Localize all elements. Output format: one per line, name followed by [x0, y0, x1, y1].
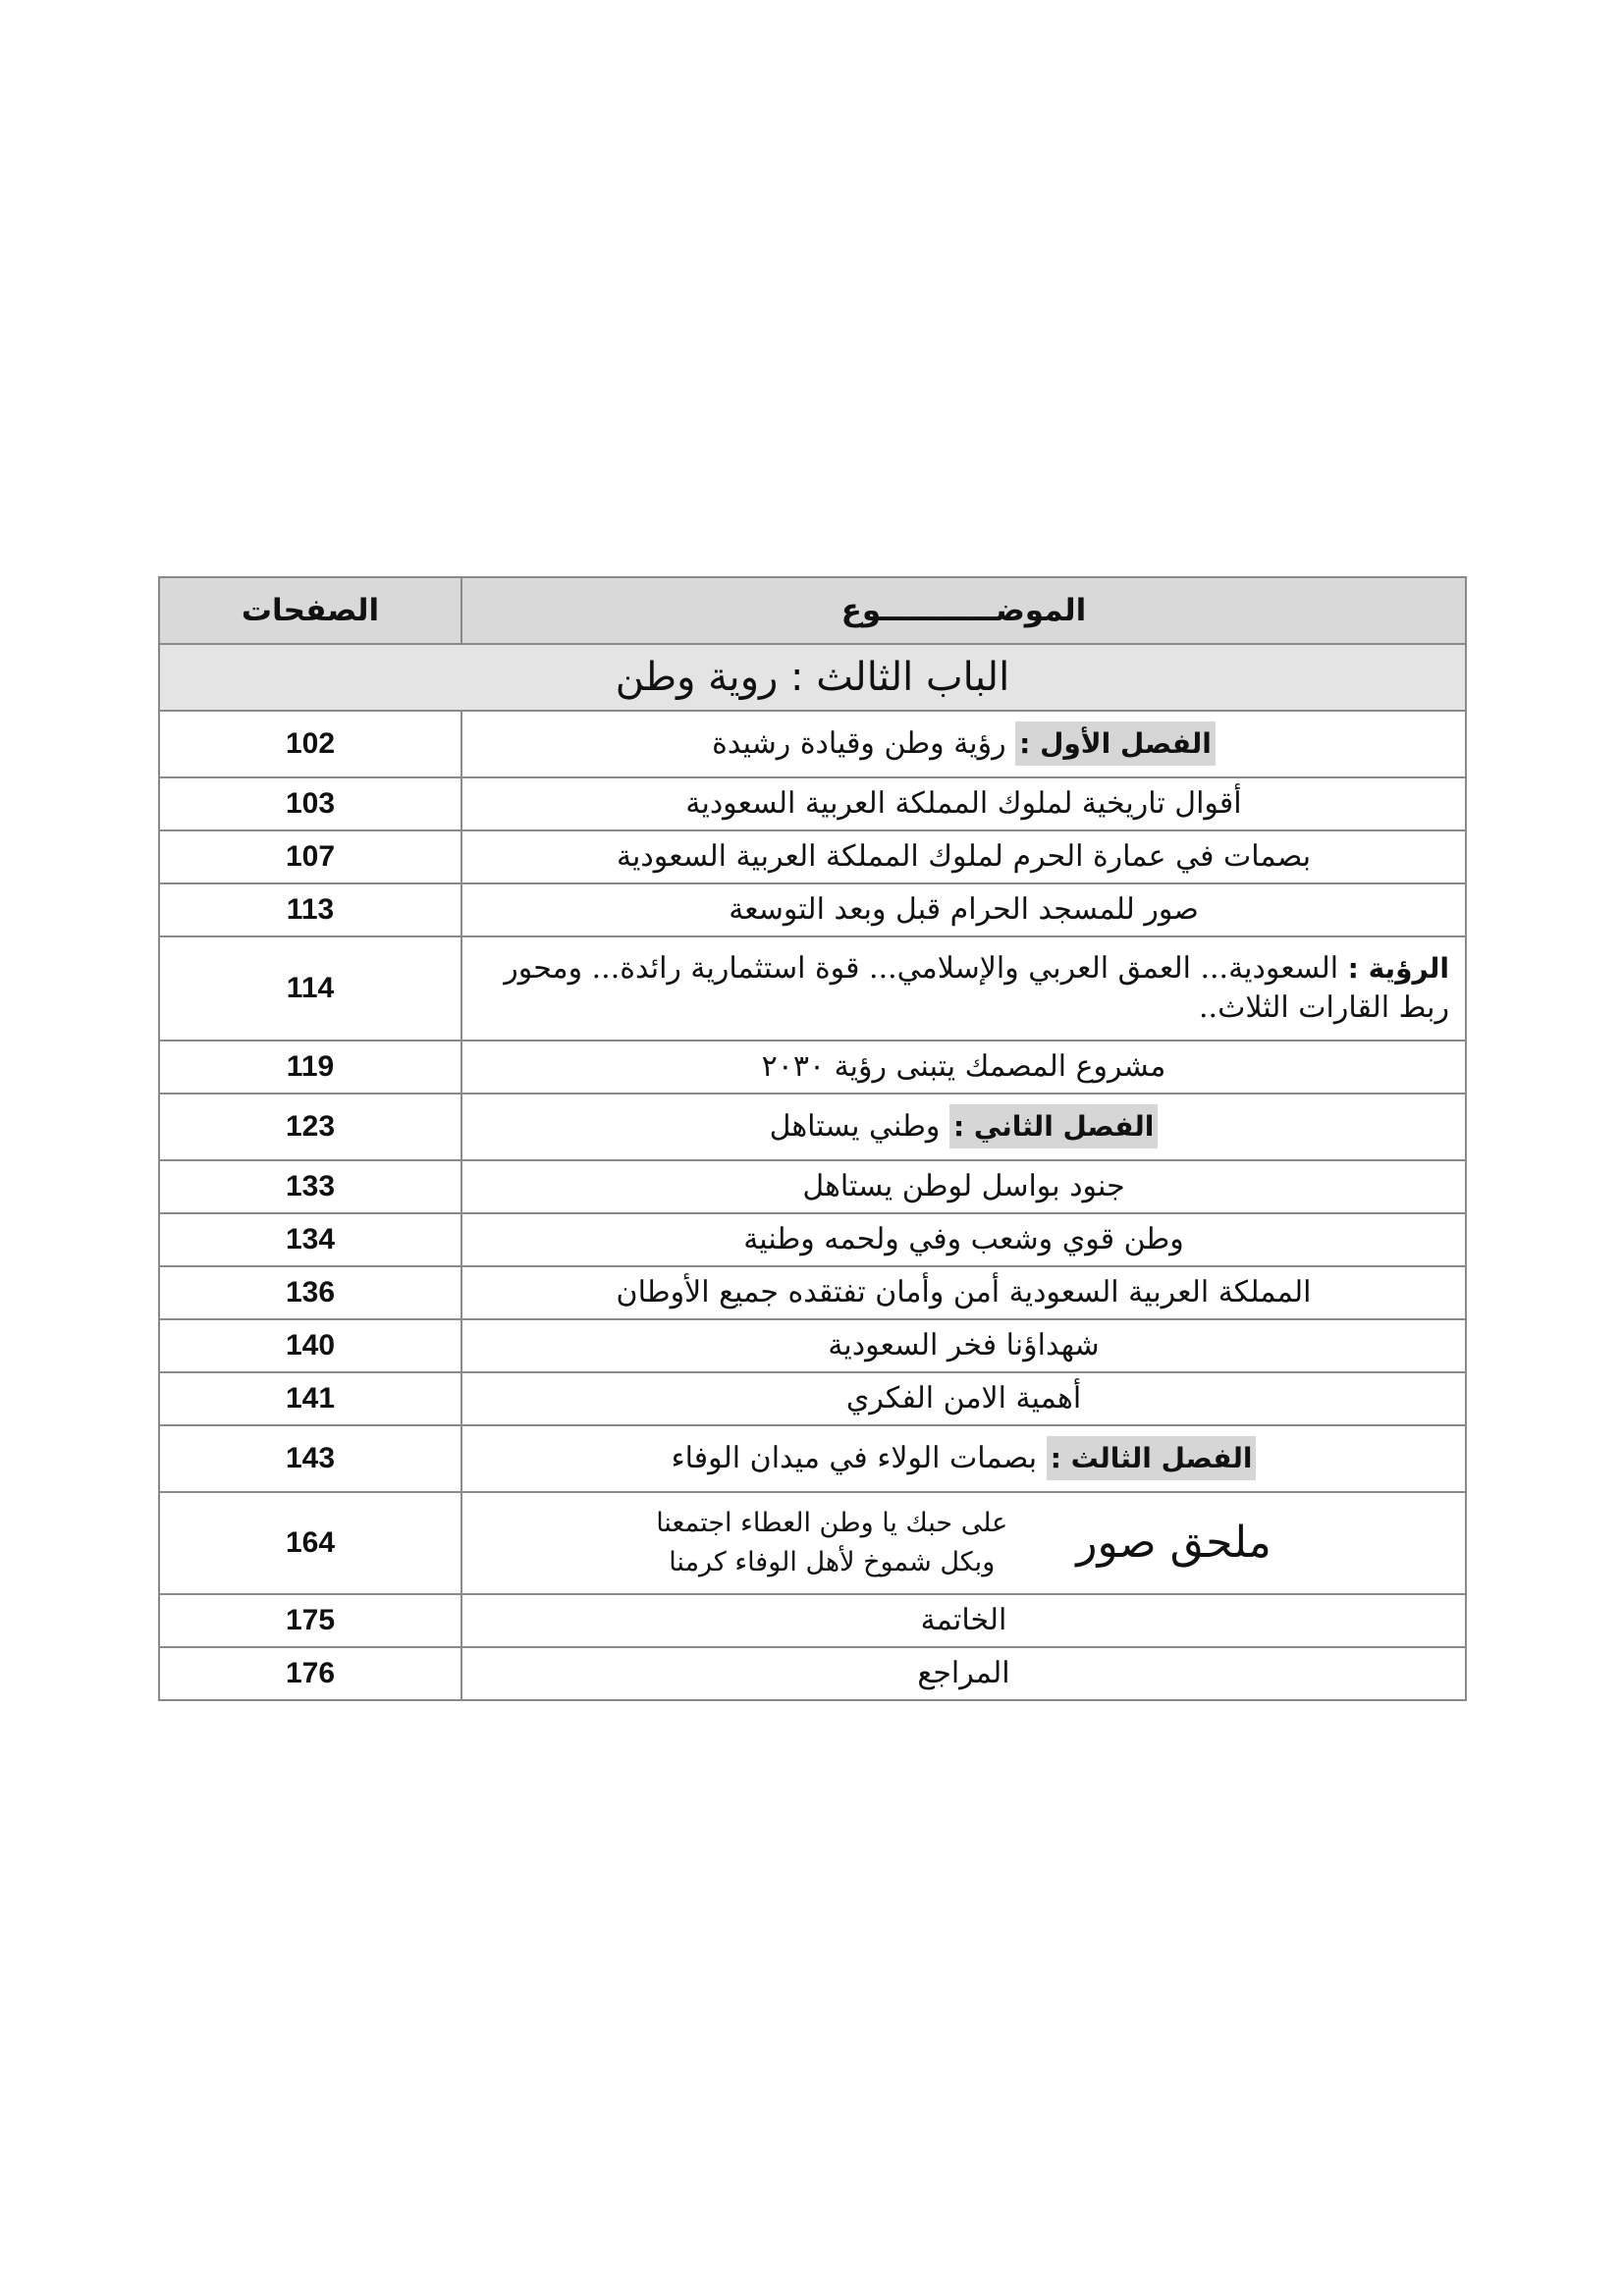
topic-text: جنود بواسل لوطن يستاهل — [461, 1160, 1466, 1213]
vision-label: الرؤية : — [1347, 951, 1449, 985]
topic-cell — [461, 711, 1466, 777]
topic-text: رؤية وطن وقيادة رشيدة — [712, 725, 1006, 761]
table-row — [159, 1213, 1466, 1266]
topic-text: مشروع المصمك يتبنى رؤية ٢٠٣٠ — [461, 1041, 1466, 1094]
table-row — [159, 1041, 1466, 1094]
page-number: 123 — [159, 1094, 461, 1160]
table-row — [159, 777, 1466, 830]
topic-text: بصمات في عمارة الحرم لملوك المملكة العربية السعودية — [461, 830, 1466, 883]
chapter-label: الفصل الأول : — [1015, 721, 1216, 766]
topic-cell — [461, 1425, 1466, 1492]
topic-text: وطن قوي وشعب وفي ولحمه وطنية — [461, 1213, 1466, 1266]
page-number: 134 — [159, 1213, 461, 1266]
page-number: 103 — [159, 777, 461, 830]
page-number: 176 — [159, 1647, 461, 1700]
pages-column-header: الصفحات — [159, 577, 461, 644]
page-number: 102 — [159, 711, 461, 777]
topic-text: أقوال تاريخية لملوك المملكة العربية السعودية — [461, 777, 1466, 830]
table-row — [159, 936, 1466, 1041]
page-number: 114 — [159, 936, 461, 1041]
verse-line: على حبك يا وطن العطاء اجتمعنا — [656, 1507, 1008, 1538]
topic-text: وطني يستاهل — [769, 1108, 941, 1144]
topic-text: بصمات الولاء في ميدان الوفاء — [671, 1440, 1038, 1475]
page-number: 140 — [159, 1319, 461, 1372]
appendix-title: ملحق صور — [1076, 1518, 1271, 1569]
chapter-label: الفصل الثالث : — [1047, 1436, 1257, 1480]
appendix-verses — [656, 1504, 1007, 1583]
table-row — [159, 883, 1466, 936]
table-row — [159, 1647, 1466, 1700]
topic-text: شهداؤنا فخر السعودية — [461, 1319, 1466, 1372]
table-row — [159, 711, 1466, 777]
topic-text: أهمية الامن الفكري — [461, 1372, 1466, 1425]
topic-cell — [461, 1492, 1466, 1594]
table-row — [159, 1266, 1466, 1319]
table-row — [159, 1094, 1466, 1160]
table-row — [159, 1425, 1466, 1492]
page-number: 143 — [159, 1425, 461, 1492]
table-row — [159, 1160, 1466, 1213]
page-number: 113 — [159, 883, 461, 936]
table-row — [159, 1319, 1466, 1372]
table-header-row — [159, 577, 1466, 644]
table-row — [159, 1594, 1466, 1647]
chapter-label: الفصل الثاني : — [949, 1104, 1158, 1148]
topic-text: الخاتمة — [461, 1594, 1466, 1647]
topic-text: السعودية... العمق العربي والإسلامي... قوة استثمارية رائدة... ومحور ربط القارات الثلاث.. — [504, 950, 1449, 1025]
table-of-contents — [158, 576, 1467, 1701]
topic-text: صور للمسجد الحرام قبل وبعد التوسعة — [461, 883, 1466, 936]
topic-text: المملكة العربية السعودية أمن وأمان تفتقده جميع الأوطان — [461, 1266, 1466, 1319]
page-number: 136 — [159, 1266, 461, 1319]
topic-column-header: الموضـــــــــــوع — [461, 577, 1466, 644]
topic-text: المراجع — [461, 1647, 1466, 1700]
page-number: 133 — [159, 1160, 461, 1213]
topic-cell — [461, 936, 1466, 1041]
section-title-row — [159, 644, 1466, 711]
verse-line: وبكل شموخ لأهل الوفاء كرمنا — [669, 1547, 996, 1577]
table-row — [159, 1492, 1466, 1594]
page-number: 141 — [159, 1372, 461, 1425]
page-number: 107 — [159, 830, 461, 883]
section-title: الباب الثالث : روية وطن — [159, 644, 1466, 711]
appendix-entry — [478, 1504, 1449, 1583]
page-number: 175 — [159, 1594, 461, 1647]
table-row — [159, 1372, 1466, 1425]
topic-cell — [461, 1094, 1466, 1160]
page-number: 119 — [159, 1041, 461, 1094]
table-row — [159, 830, 1466, 883]
page-number: 164 — [159, 1492, 461, 1594]
